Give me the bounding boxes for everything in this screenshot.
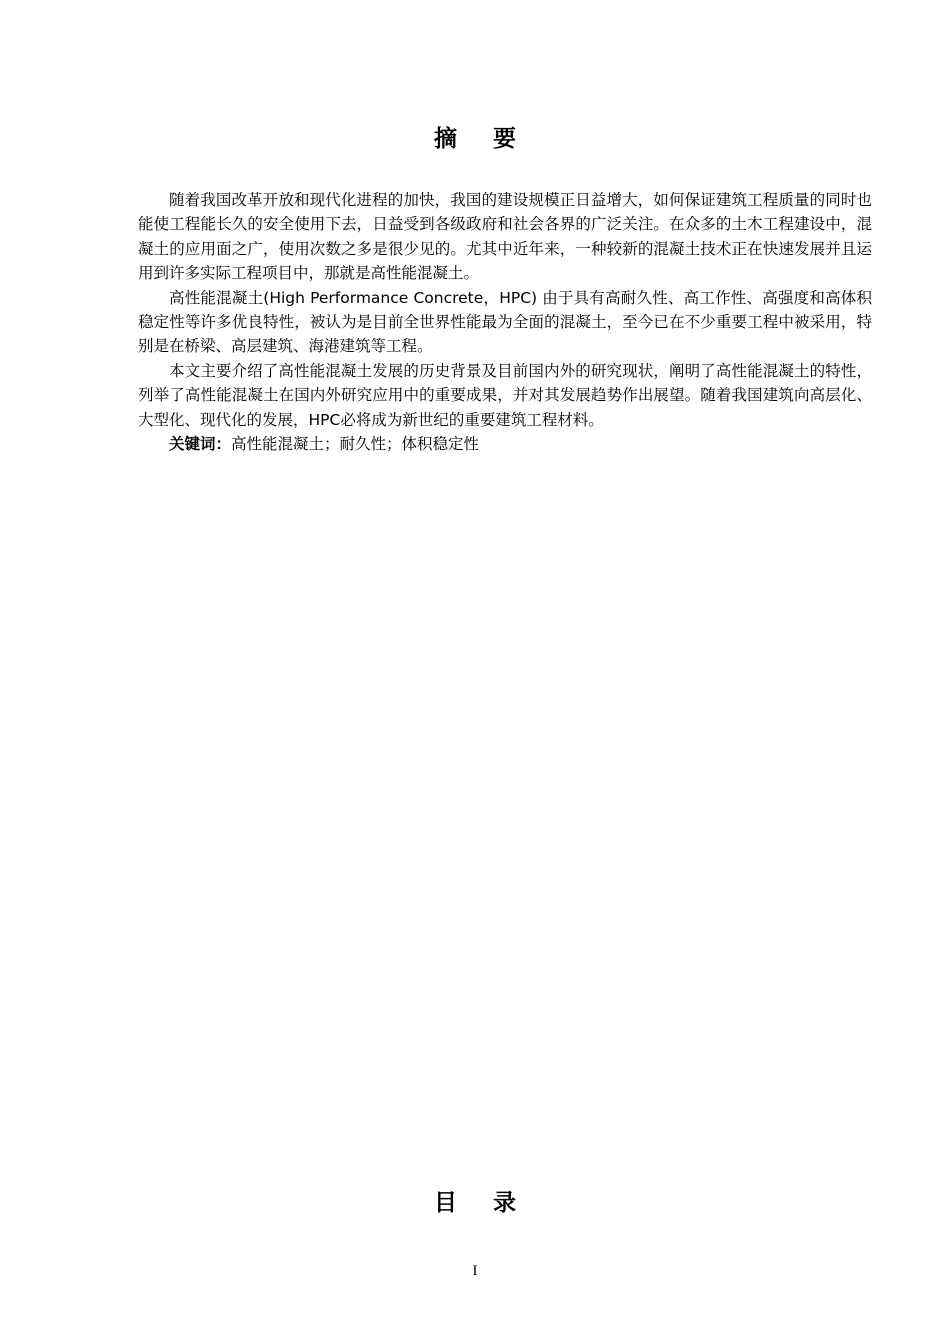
page-number: I [472, 1263, 478, 1279]
abstract-body [138, 188, 872, 456]
abstract-paragraph-1: 随着我国改革开放和现代化进程的加快，我国的建设规模正日益增大，如何保证建筑工程质量的同时也能使工程能长久的安全使用下去，日益受到各级政府和社会各界的广泛关注。在众多的土木工程建设中，混凝土的应用面之广，使用次数之多是很少见的。尤其中近年来，一种较新的混凝土技术正在快速发展并且运用到许多实际工程项目中，那就是高性能混凝土。 [138, 191, 872, 283]
keywords-label: 关键词： [169, 435, 232, 454]
abstract-paragraph-2: 高性能混凝土(High Performance Concrete，HPC) 由于具有高耐久性、高工作性、高强度和高体积稳定性等许多优良特性，被认为是目前全世界性能最为全面的混凝土，至今已在不少重要工程中被采用，特别是在桥梁、高层建筑、海港建筑等工程。 [138, 288, 872, 356]
abstract-title: 摘 要 [433, 126, 530, 152]
keywords-line [138, 432, 872, 456]
abstract-paragraph-3: 本文主要介绍了高性能混凝土发展的历史背景及目前国内外的研究现状，阐明了高性能混凝土的特性，列举了高性能混凝土在国内外研究应用中的重要成果，并对其发展趋势作出展望。随着我国建筑向高层化、大型化、现代化的发展，HPC必将成为新世纪的重要建筑工程材料。 [138, 361, 872, 429]
keywords-value: 高性能混凝土；耐久性；体积稳定性 [231, 435, 480, 454]
toc-title: 目 录 [433, 1190, 530, 1216]
